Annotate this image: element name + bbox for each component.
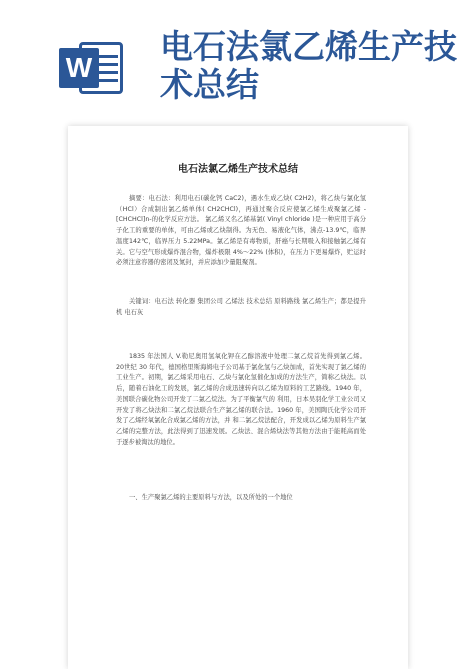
document-title: 电石法氯乙烯生产技术总结: [178, 164, 298, 175]
word-logo-letter: W: [59, 48, 99, 88]
keywords-paragraph: 关键词：电石法 转化器 集团公司 乙烯法 技术总结 原料路线 氯乙烯生产；都是提升机 电石灰: [116, 298, 366, 316]
document-page: [68, 126, 408, 669]
title-banner: [0, 0, 474, 120]
body-paragraph: 1835 年法国人 V.勒尼奥用氢氧化钾在乙醇溶液中处理二氯乙烷首先得到氯乙烯。 20世纪 30 年代，德国格里斯海姆电子公司基于氯化氢与乙炔加成，首先实现了氯乙烯的工业生产。初期，氯乙烯采用电石、乙炔与氯化氢催化加成的方法生产，简称乙炔法。以后，随着石油化工的发展，氯乙烯的合成迅速转向以乙烯为原料的工艺路线。1940 年，美国联合碳化物公司开发了二氯乙烷法。为了平衡氯气的 利用，日本吴羽化学工业公司又开发了将乙炔法和二氯乙烷法联合生产氯乙烯的联合法。1960 年，美国陶氏化学公司开发了乙烯经氧氯化合成氯乙烯的方法，并 和二氯乙烷法配合，开发成以乙烯为原料生产氯乙烯的完整方法，此法得到了迅速发展。乙炔法、混合烯炔法等其他方法由于能耗高而处于逐步被淘汰的地位。: [116, 353, 366, 446]
word-document-icon: [59, 38, 125, 98]
abstract-paragraph: 摘要：电石法：利用电石(碳化钙 CaC2)，遇水生成乙炔( C2H2)，将乙炔与氯化氢（HCl）合成制出氯乙烯单体( CH2CHCl)，再通过聚合反应使氯乙烯生成聚氯乙烯 -[CHCHCl]n-的化学反应方法。 氯乙烯又名乙烯基氯( Vinyl chloride )是一种应用于高分子化工的重要的单体，可由乙烯或乙炔制得。为无色、易液化气体，沸点-13.9℃，临界温度142℃，临界压力 5.22MPa。氯乙烯是有毒物质，肝癌与长期吸入和接触氯乙烯有关。它与空气形成爆炸混合物，爆炸极限 4%～22% (体积)，在压力下更易爆炸，贮运时必须注意容器的密闭及氮封，并应添加少量阻聚剂。: [116, 195, 366, 267]
section-heading: 一、生产聚氯乙烯的主要原料与方法，以及所处的一个地位: [129, 494, 293, 501]
banner-title: 电石法氯乙烯生产技术总结: [160, 27, 457, 104]
